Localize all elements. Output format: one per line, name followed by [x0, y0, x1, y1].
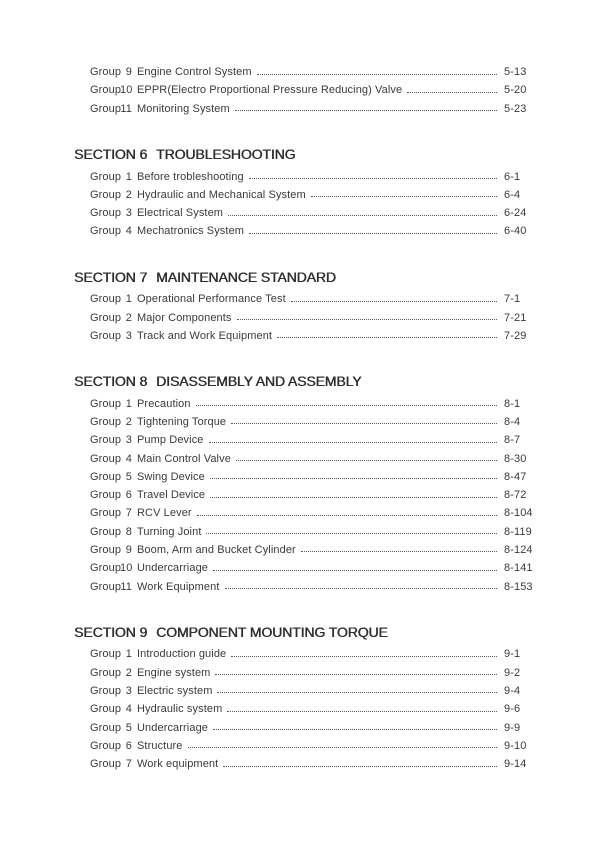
page-ref: 9-1 — [504, 648, 521, 661]
group-number: 10 — [120, 562, 133, 575]
group-label: Group — [90, 562, 122, 575]
page-ref: 9-4 — [504, 684, 521, 697]
page-ref: 8-104 — [504, 507, 533, 520]
page-ref: 6-4 — [504, 188, 521, 201]
group-title: Major Components — [137, 311, 232, 324]
group-label: Group — [90, 703, 122, 716]
page-ref: 9-2 — [504, 666, 521, 679]
group-label: Group — [90, 293, 122, 306]
page-ref: 8-72 — [504, 489, 527, 502]
group-label: Group — [90, 102, 122, 115]
section-label: SECTION 9 — [74, 624, 148, 641]
group-title: Before trobleshooting — [137, 170, 244, 183]
dot-leader — [257, 74, 497, 75]
group-label: Group — [90, 648, 122, 661]
group-number: 7 — [125, 507, 132, 520]
toc-entry — [90, 63, 556, 81]
group-label: Group — [90, 84, 122, 97]
group-label: Group — [90, 739, 122, 752]
dot-leader — [210, 497, 497, 498]
dot-leader — [206, 533, 497, 534]
group-label: Group — [90, 434, 122, 447]
toc-entry — [90, 308, 556, 326]
page-ref: 5-23 — [504, 102, 527, 115]
toc-entry — [90, 737, 556, 755]
page-ref: 8-119 — [504, 525, 532, 538]
group-label: Group — [90, 507, 122, 520]
group-title: Turning Joint — [137, 525, 202, 538]
page-ref: 8-141 — [504, 562, 533, 575]
group-title: Engine Control System — [137, 66, 252, 79]
section-heading — [74, 144, 556, 164]
group-number: 11 — [120, 102, 132, 115]
section-heading — [74, 371, 556, 391]
group-title: Swing Device — [137, 470, 205, 483]
group-title: Structure — [137, 739, 183, 752]
group-label: Group — [90, 684, 122, 697]
group-label: Group — [90, 721, 122, 734]
group-label: Group — [90, 66, 122, 79]
page-ref: 8-47 — [504, 470, 527, 483]
toc-entry — [90, 290, 556, 308]
dot-leader — [210, 478, 497, 479]
group-number: 6 — [125, 739, 132, 752]
group-number: 2 — [125, 666, 132, 679]
section-heading — [74, 622, 556, 642]
toc-entry — [90, 100, 556, 118]
group-title: Operational Performance Test — [137, 293, 286, 306]
group-number: 5 — [125, 721, 132, 734]
group-title: EPPR(Electro Proportional Pressure Reducing) Valve — [137, 84, 403, 97]
dot-leader — [213, 729, 497, 730]
group-label: Group — [90, 543, 122, 556]
group-title: Hydraulic system — [137, 703, 223, 716]
group-title: Work Equipment — [137, 580, 220, 593]
page-ref: 6-40 — [504, 225, 527, 238]
toc-entry — [90, 700, 556, 718]
section-label: SECTION 6 — [74, 146, 148, 163]
group-title: Introduction guide — [137, 648, 227, 661]
dot-leader — [227, 711, 497, 712]
page-ref: 9-10 — [504, 739, 527, 752]
dot-leader — [236, 460, 497, 461]
section-disassembly-assembly — [74, 371, 556, 595]
page-ref: 6-1 — [504, 170, 521, 183]
group-title: Travel Device — [137, 489, 206, 502]
toc-entry — [90, 523, 556, 541]
group-number: 9 — [125, 66, 132, 79]
dot-leader — [225, 588, 497, 589]
dot-leader — [215, 674, 497, 675]
page-ref: 8-1 — [504, 397, 521, 410]
group-number: 2 — [125, 415, 132, 428]
group-title: Undercarriage — [137, 562, 209, 575]
group-number: 2 — [125, 188, 132, 201]
group-title: Boom, Arm and Bucket Cylinder — [137, 543, 296, 556]
toc-entry — [90, 186, 556, 204]
toc-entry — [90, 449, 556, 467]
group-number: 1 — [125, 648, 132, 661]
toc-entry — [90, 81, 556, 99]
page-ref: 8-124 — [504, 543, 533, 556]
group-label: Group — [90, 311, 122, 324]
section-component-mounting-torque — [74, 622, 556, 773]
group-title: Pump Device — [137, 434, 204, 447]
dot-leader — [209, 442, 497, 443]
group-number: 5 — [125, 470, 132, 483]
page-ref: 7-29 — [504, 329, 527, 342]
toc-entry — [90, 468, 556, 486]
dot-leader — [223, 766, 497, 767]
group-label: Group — [90, 188, 122, 201]
group-number: 1 — [125, 397, 132, 410]
group-label: Group — [90, 666, 122, 679]
group-title: Monitoring System — [137, 102, 230, 115]
group-label: Group — [90, 470, 122, 483]
group-title: Undercarriage — [137, 721, 209, 734]
group-title: Hydraulic and Mechanical System — [137, 188, 306, 201]
group-title: Track and Work Equipment — [137, 329, 273, 342]
group-number: 4 — [125, 703, 132, 716]
group-title: Tightening Torque — [137, 415, 227, 428]
section-troubleshooting — [74, 144, 556, 240]
section-maintenance-standard — [74, 267, 556, 345]
toc-entry — [90, 541, 556, 559]
group-label: Group — [90, 207, 122, 220]
toc-entry — [90, 682, 556, 700]
page-ref: 7-21 — [504, 311, 527, 324]
toc-entry — [90, 577, 556, 595]
group-label: Group — [90, 489, 122, 502]
dot-leader — [231, 656, 497, 657]
page-ref: 9-9 — [504, 721, 521, 734]
page-ref: 5-20 — [504, 84, 527, 97]
page-ref: 9-6 — [504, 703, 521, 716]
group-title: Mechatronics System — [137, 225, 245, 238]
group-label: Group — [90, 397, 122, 410]
group-number: 9 — [125, 543, 132, 556]
group-number: 1 — [125, 293, 132, 306]
page-ref: 8-153 — [504, 580, 533, 593]
group-label: Group — [90, 452, 122, 465]
group-number: 3 — [125, 329, 132, 342]
section-title: COMPONENT MOUNTING TORQUE — [156, 624, 388, 641]
group-label: Group — [90, 329, 122, 342]
toc-entry — [90, 664, 556, 682]
toc-entry — [90, 486, 556, 504]
dot-leader — [301, 551, 497, 552]
dot-leader — [291, 301, 497, 302]
group-title: Precaution — [137, 397, 191, 410]
toc-entry — [90, 718, 556, 736]
section-title: TROUBLESHOOTING — [156, 146, 296, 163]
group-number: 6 — [125, 489, 132, 502]
toc-entry — [90, 755, 556, 773]
section-label: SECTION 8 — [74, 373, 148, 390]
group-number: 3 — [125, 207, 132, 220]
group-title: Main Control Valve — [137, 452, 231, 465]
dot-leader — [188, 747, 497, 748]
group-label: Group — [90, 415, 122, 428]
page-ref: 8-30 — [504, 452, 527, 465]
dot-leader — [228, 215, 497, 216]
toc-entry — [90, 645, 556, 663]
dot-leader — [231, 423, 497, 424]
dot-leader — [237, 319, 497, 320]
dot-leader — [277, 337, 497, 338]
toc-entry — [90, 559, 556, 577]
page-ref: 7-1 — [504, 293, 521, 306]
group-title: Work equipment — [137, 758, 219, 771]
dot-leader — [213, 570, 497, 571]
group-title: Electrical System — [137, 207, 224, 220]
page-ref: 8-4 — [504, 415, 521, 428]
group-title: Electric system — [137, 684, 213, 697]
toc-entry — [90, 327, 556, 345]
toc-entry — [90, 167, 556, 185]
toc-entry — [90, 504, 556, 522]
dot-leader — [249, 178, 497, 179]
dot-leader — [217, 692, 497, 693]
page-ref: 9-14 — [504, 758, 527, 771]
group-number: 3 — [125, 434, 132, 447]
dot-leader — [235, 110, 497, 111]
section-heading — [74, 267, 556, 287]
group-label: Group — [90, 170, 122, 183]
group-number: 8 — [125, 525, 132, 538]
group-number: 7 — [125, 758, 132, 771]
group-number: 4 — [125, 225, 132, 238]
toc-entry — [90, 222, 556, 240]
section-title: DISASSEMBLY AND ASSEMBLY — [156, 373, 362, 390]
dot-leader — [197, 515, 497, 516]
section-label: SECTION 7 — [74, 269, 148, 286]
group-label: Group — [90, 525, 122, 538]
toc-entry — [90, 394, 556, 412]
page-ref: 6-24 — [504, 207, 527, 220]
group-number: 3 — [125, 684, 132, 697]
page-ref: 8-7 — [504, 434, 521, 447]
dot-leader — [311, 196, 497, 197]
dot-leader — [196, 405, 497, 406]
group-number: 4 — [125, 452, 132, 465]
dot-leader — [249, 233, 497, 234]
group-label: Group — [90, 758, 122, 771]
group-label: Group — [90, 580, 122, 593]
toc-entry — [90, 413, 556, 431]
group-label: Group — [90, 225, 122, 238]
toc-entry — [90, 204, 556, 222]
group-number: 10 — [120, 84, 133, 97]
toc-entry — [90, 431, 556, 449]
group-number: 11 — [120, 580, 132, 593]
page-ref: 5-13 — [504, 66, 527, 79]
dot-leader — [407, 92, 497, 93]
group-title: Engine system — [137, 666, 211, 679]
group-number: 2 — [125, 311, 132, 324]
section-title: MAINTENANCE STANDARD — [156, 269, 336, 286]
group-number: 1 — [125, 170, 132, 183]
group-title: RCV Lever — [137, 507, 192, 520]
section-continued — [74, 63, 556, 118]
